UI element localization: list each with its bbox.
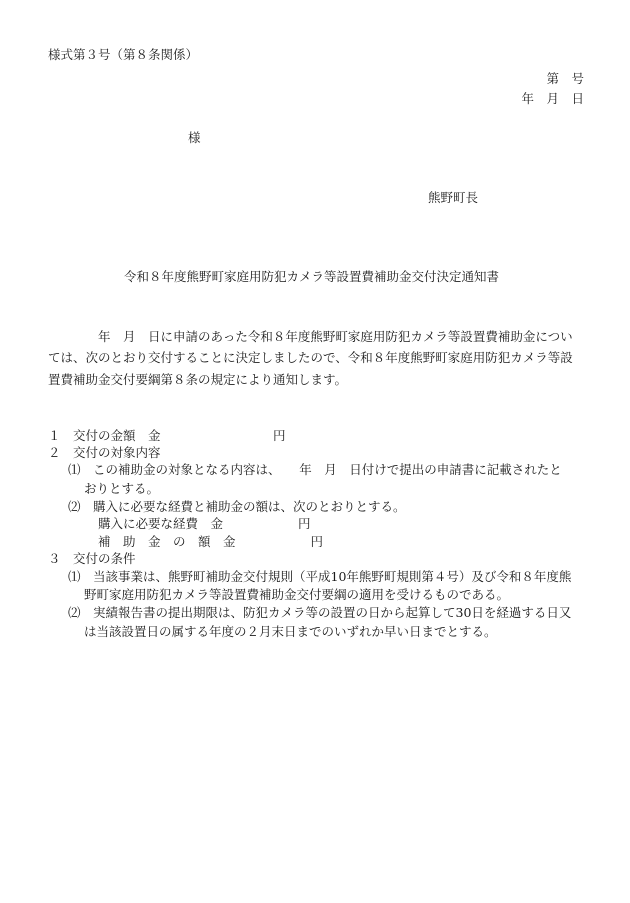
body-line: 置費補助金交付要綱第８条の規定により通知します。 xyxy=(48,372,348,387)
form-number: 様式第３号（第８条関係） xyxy=(48,47,199,62)
item-conditions-heading: ３ 交付の条件 xyxy=(48,551,136,566)
document-title: 令和８年度熊野町家庭用防犯カメラ等設置費補助金交付決定通知書 xyxy=(124,269,500,284)
item-target-content-cont: おりとする。 xyxy=(84,481,160,496)
item-expenses: ⑵ 購入に必要な経費と補助金の額は、次のとおりとする。 xyxy=(68,499,406,514)
condition-1-cont: 野町家庭用防犯カメラ等設置費補助金交付要綱の適用を受けるものである。 xyxy=(84,587,510,602)
item-amount: １ 交付の金額 金 円 xyxy=(48,428,286,443)
issuer-name: 熊野町長 xyxy=(428,190,479,205)
item-target-content: ⑴ この補助金の対象となる内容は、 年 月 日付けで提出の申請書に記載されたと xyxy=(68,462,562,477)
item-target-heading: ２ 交付の対象内容 xyxy=(48,445,161,460)
condition-1: ⑴ 当該事業は、熊野町補助金交付規則（平成10年熊野町規則第４号）及び令和８年度熊 xyxy=(68,569,572,584)
body-line: 年 月 日に申請のあった令和８年度熊野町家庭用防犯カメラ等設置費補助金につい xyxy=(98,329,573,344)
body-line: ては、次のとおり交付することに決定しましたので、令和８年度熊野町家庭用防犯カメラ等設 xyxy=(48,350,573,365)
subsidy-amount-row: 補 助 金 の 額 金 円 xyxy=(98,534,324,549)
required-cost-row: 購入に必要な経費 金 円 xyxy=(98,516,311,531)
document-number: 第 号 xyxy=(546,71,584,86)
addressee: 様 xyxy=(188,130,201,145)
condition-2: ⑵ 実績報告書の提出期限は、防犯カメラ等の設置の日から起算して30日を経過する日又 xyxy=(68,605,572,620)
condition-2-cont: は当該設置日の属する年度の２月末日までのいずれか早い日までとする。 xyxy=(84,624,497,639)
issue-date: 年 月 日 xyxy=(521,91,584,106)
